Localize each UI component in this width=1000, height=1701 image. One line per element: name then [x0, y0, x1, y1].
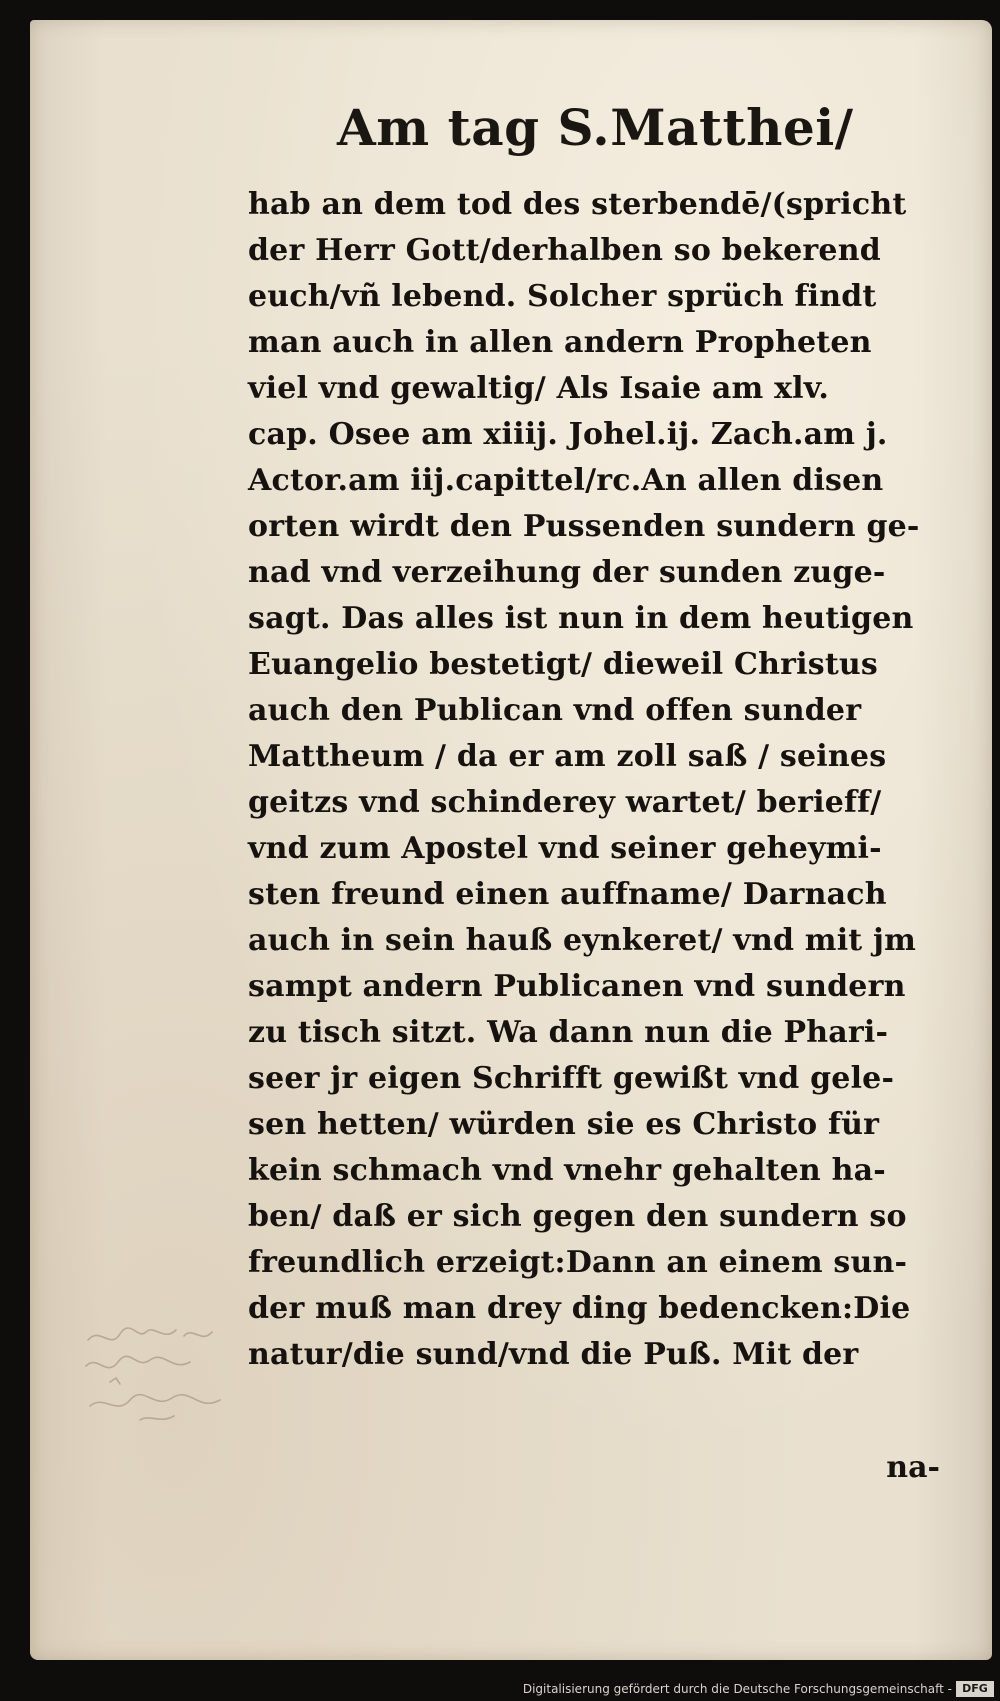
- text-line: sampt andern Publicanen vnd sundern: [248, 969, 906, 1004]
- text-line: viel vnd gewaltig/ Als Isaie am xlv.: [248, 371, 830, 406]
- text-line: cap. Osee am xiiij. Johel.ij. Zach.am j.: [248, 417, 888, 452]
- text-line: sen hetten/ würden sie es Christo für: [248, 1107, 880, 1142]
- text-line: ben/ daß er sich gegen den sundern so: [248, 1199, 907, 1234]
- text-line: Euangelio bestetigt/ dieweil Christus: [248, 647, 878, 682]
- text-line: euch/vñ lebend. Solcher sprüch findt: [248, 279, 877, 314]
- text-line: seer jr eigen Schrifft gewißt vnd gele-: [248, 1061, 895, 1096]
- text-line: natur/die sund/vnd die Puß. Mit der: [248, 1337, 859, 1372]
- body-text: [248, 182, 983, 1378]
- text-line: sten freund einen auffname/ Darnach: [248, 877, 887, 912]
- text-line: hab an dem tod des sterbendē/(spricht: [248, 187, 907, 222]
- text-line: zu tisch sitzt. Wa dann nun die Phari-: [248, 1015, 889, 1050]
- text-line: nad vnd verzeihung der sunden zuge-: [248, 555, 886, 590]
- text-line: auch in sein hauß eynkeret/ vnd mit jm: [248, 923, 917, 958]
- text-line: der muß man drey ding bedencken:Die: [248, 1291, 911, 1326]
- text-line: sagt. Das alles ist nun in dem heutigen: [248, 601, 914, 636]
- margin-handwriting: [80, 1320, 240, 1430]
- text-line: Mattheum / da er am zoll saß / seines: [248, 739, 887, 774]
- text-line: vnd zum Apostel vnd seiner geheymi-: [248, 831, 882, 866]
- catchword: na-: [886, 1450, 940, 1485]
- text-line: geitzs vnd schinderey wartet/ berieff/: [248, 785, 882, 820]
- page-heading: Am tag S.Matthei/: [337, 98, 854, 157]
- text-line: auch den Publican vnd offen sunder: [248, 693, 862, 728]
- text-line: freundlich erzeigt:Dann an einem sun-: [248, 1245, 908, 1280]
- text-line: kein schmach vnd vnehr gehalten ha-: [248, 1153, 886, 1188]
- text-line: man auch in allen andern Propheten: [248, 325, 872, 360]
- text-line: orten wirdt den Pussenden sundern ge-: [248, 509, 920, 544]
- book-page: [30, 20, 992, 1660]
- digitization-credit: Digitalisierung gefördert durch die Deutsche Forschungsgemeinschaft -: [522, 1682, 952, 1696]
- faded-handwriting-marks: [80, 1320, 240, 1430]
- text-line: der Herr Gott/derhalben so bekerend: [248, 233, 881, 268]
- dfg-logo: DFG: [956, 1681, 994, 1697]
- text-line: Actor.am iij.capittel/rc.An allen disen: [248, 463, 884, 498]
